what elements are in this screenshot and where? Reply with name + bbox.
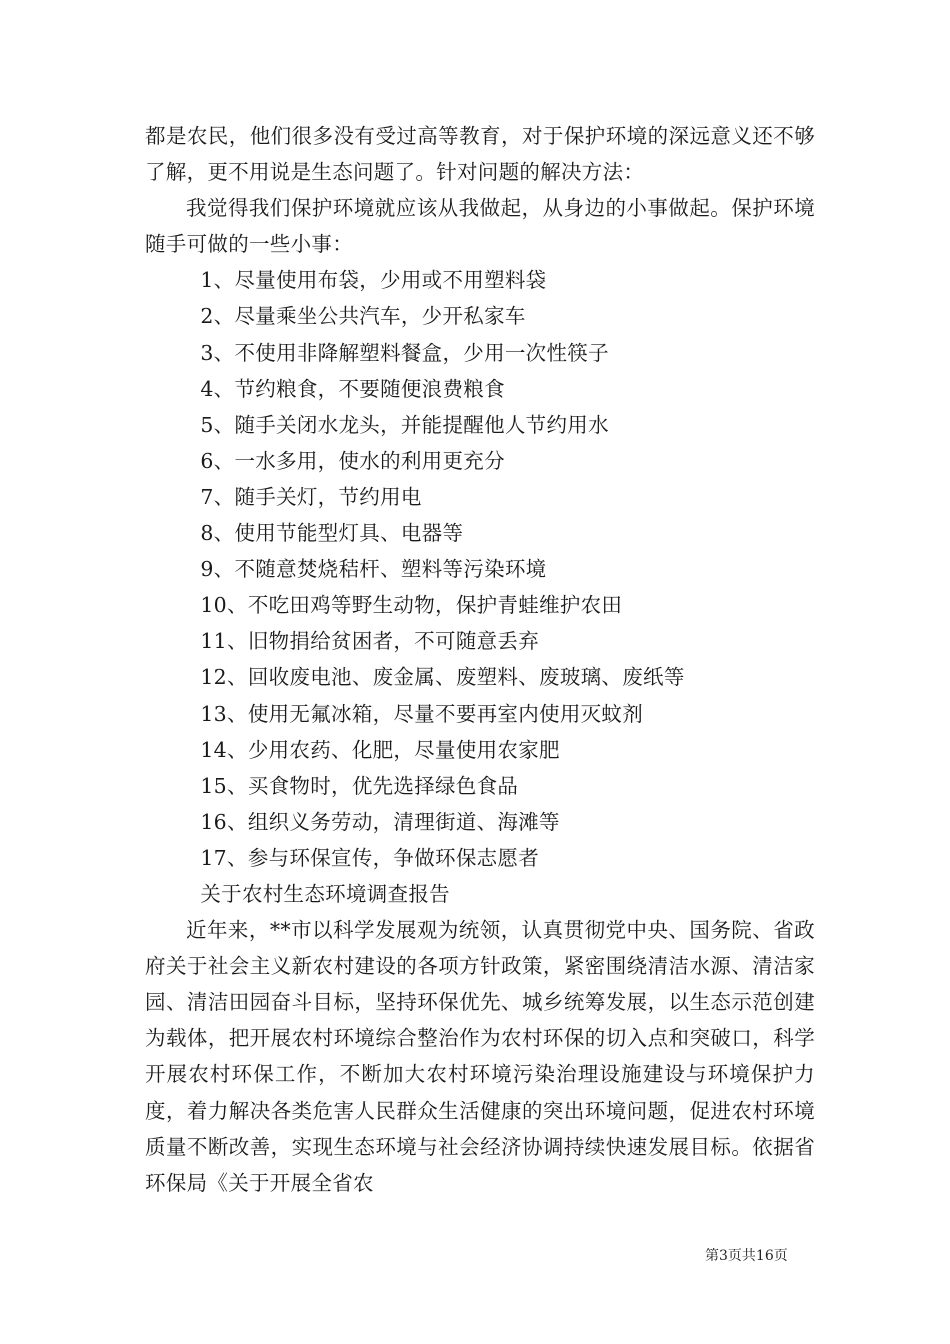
list-item: 6、一水多用，使水的利用更充分 [200, 448, 505, 473]
list-item: 15、买食物时，优先选择绿色食品 [200, 773, 519, 798]
list-item: 4、节约粮食，不要随便浪费粮食 [200, 376, 505, 401]
list-item: 1、尽量使用布袋，少用或不用塑料袋 [200, 268, 547, 293]
section-title: 关于农村生态环境调查报告 [200, 881, 450, 906]
list-item: 2、尽量乘坐公共汽车，少开私家车 [200, 304, 526, 329]
list-item: 17、参与环保宣传，争做环保志愿者 [200, 845, 540, 870]
list-item: 5、随手关闭水龙头，并能提醒他人节约用水 [200, 412, 609, 437]
list-item: 3、不使用非降解塑料餐盒，少用一次性筷子 [200, 340, 609, 365]
list-item: 16、组织义务劳动，清理街道、海滩等 [200, 809, 560, 834]
list-item: 7、随手关灯，节约用电 [200, 484, 422, 509]
document-body [145, 118, 815, 1201]
paragraph-intro: 我觉得我们保护环境就应该从我做起，从身边的小事做起。保护环境随手可做的一些小事： [145, 196, 815, 257]
list-item: 14、少用农药、化肥，尽量使用农家肥 [200, 737, 560, 762]
list-item: 9、不随意焚烧秸杆、塑料等污染环境 [200, 557, 547, 582]
page-number: 第3页共16页 [705, 1248, 788, 1264]
list-item: 8、使用节能型灯具、电器等 [200, 521, 464, 546]
list-item: 12、回收废电池、废金属、废塑料、废玻璃、废纸等 [200, 665, 685, 690]
paragraph-continuation: 都是农民，他们很多没有受过高等教育，对于保护环境的深远意义还不够了解，更不用说是生态问题了。针对问题的解决方法： [145, 124, 815, 185]
list-item: 13、使用无氟冰箱，尽量不要再室内使用灭蚊剂 [200, 701, 644, 726]
list-item: 10、不吃田鸡等野生动物，保护青蛙维护农田 [200, 593, 623, 618]
tips-list [145, 262, 815, 876]
paragraph-report: 近年来，**市以科学发展观为统领，认真贯彻党中央、国务院、省政府关于社会主义新农村建设的各项方针政策，紧密围绕清洁水源、清洁家园、清洁田园奋斗目标，坚持环保优先、城乡统筹发展，以生态示范创建为载体，把开展农村环境综合整治作为农村环保的切入点和突破口，科学开展农村环保工作，不断加大农村环境污染治理设施建设与环境保护力度，着力解决各类危害人民群众生活健康的突出环境问题，促进农村环境质量不断改善，实现生态环境与社会经济协调持续快速发展目标。依据省环保局《关于开展全省农 [145, 918, 815, 1195]
list-item: 11、旧物捐给贫困者，不可随意丢弃 [200, 629, 540, 654]
